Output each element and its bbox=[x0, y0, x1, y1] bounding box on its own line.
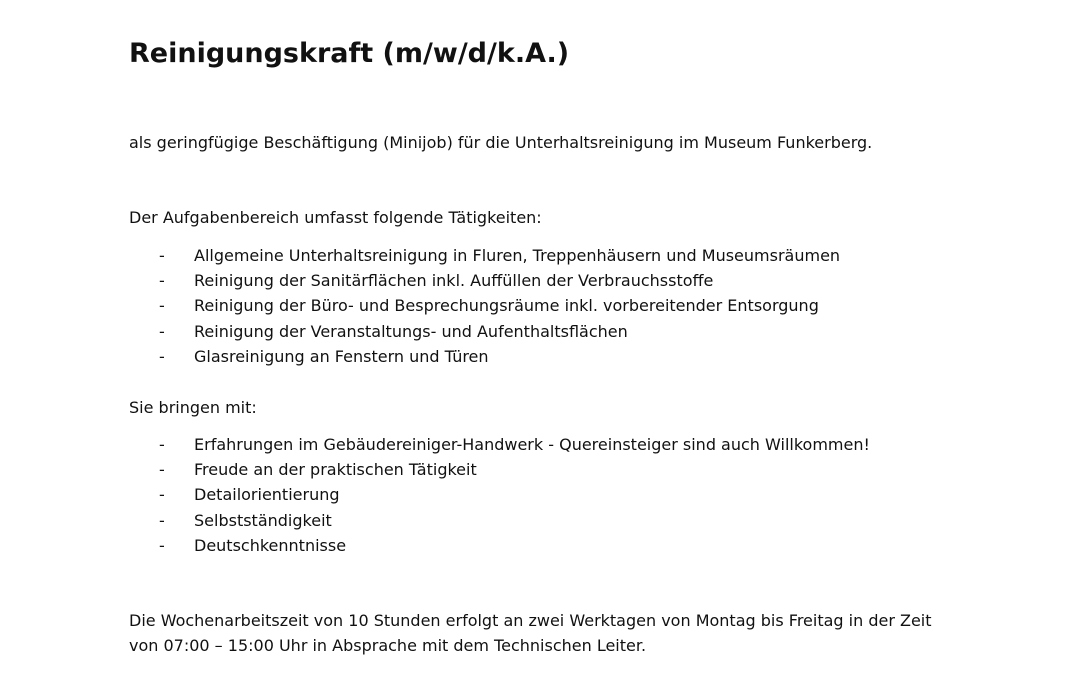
list-item-text: Freude an der praktischen Tätigkeit bbox=[194, 460, 477, 480]
list-bullet: - bbox=[159, 435, 165, 454]
list-item-text: Selbstständigkeit bbox=[194, 510, 332, 530]
list-bullet: - bbox=[159, 510, 165, 530]
list-bullet: - bbox=[159, 296, 165, 316]
list-item-text: Reinigung der Büro- und Besprechungsräume inkl. vorbereitender Entsorgung bbox=[194, 296, 819, 316]
list-bullet: - bbox=[159, 346, 165, 366]
intro-paragraph: als geringfügige Beschäftigung (Minijob) für die Unterhaltsreinigung im Museum Funkerberg. bbox=[129, 133, 873, 152]
tasks-heading: Der Aufgabenbereich umfasst folgende Tätigkeiten: bbox=[129, 208, 542, 227]
list-item-text: Reinigung der Veranstaltungs- und Aufenthaltsflächen bbox=[194, 321, 628, 341]
list-item-text: Reinigung der Sanitärflächen inkl. Auffüllen der Verbrauchsstoffe bbox=[194, 271, 714, 291]
list-bullet: - bbox=[159, 246, 165, 265]
list-bullet: - bbox=[159, 321, 165, 341]
list-item-text: Erfahrungen im Gebäudereiniger-Handwerk - Quereinsteiger sind auch Willkommen! bbox=[194, 435, 870, 454]
profile-heading: Sie bringen mit: bbox=[129, 398, 257, 417]
working-hours-paragraph bbox=[129, 608, 932, 658]
list-item-text: Detailorientierung bbox=[194, 485, 340, 505]
list-item-text: Deutschkenntnisse bbox=[194, 535, 347, 555]
list-bullet: - bbox=[159, 460, 165, 480]
working-hours-line-1: Die Wochenarbeitszeit von 10 Stunden erfolgt an zwei Werktagen von Montag bis Freitag in der Zeit bbox=[129, 611, 932, 630]
list-bullet: - bbox=[159, 485, 165, 505]
list-bullet: - bbox=[159, 271, 165, 291]
list-item-text: Glasreinigung an Fenstern und Türen bbox=[194, 346, 489, 366]
working-hours-line-2: von 07:00 – 15:00 Uhr in Absprache mit dem Technischen Leiter. bbox=[129, 636, 647, 655]
page-title: Reinigungskraft (m/w/d/k.A.) bbox=[129, 38, 570, 69]
list-bullet: - bbox=[159, 535, 165, 555]
list-item-text: Allgemeine Unterhaltsreinigung in Fluren, Treppenhäusern und Museumsräumen bbox=[194, 246, 841, 265]
